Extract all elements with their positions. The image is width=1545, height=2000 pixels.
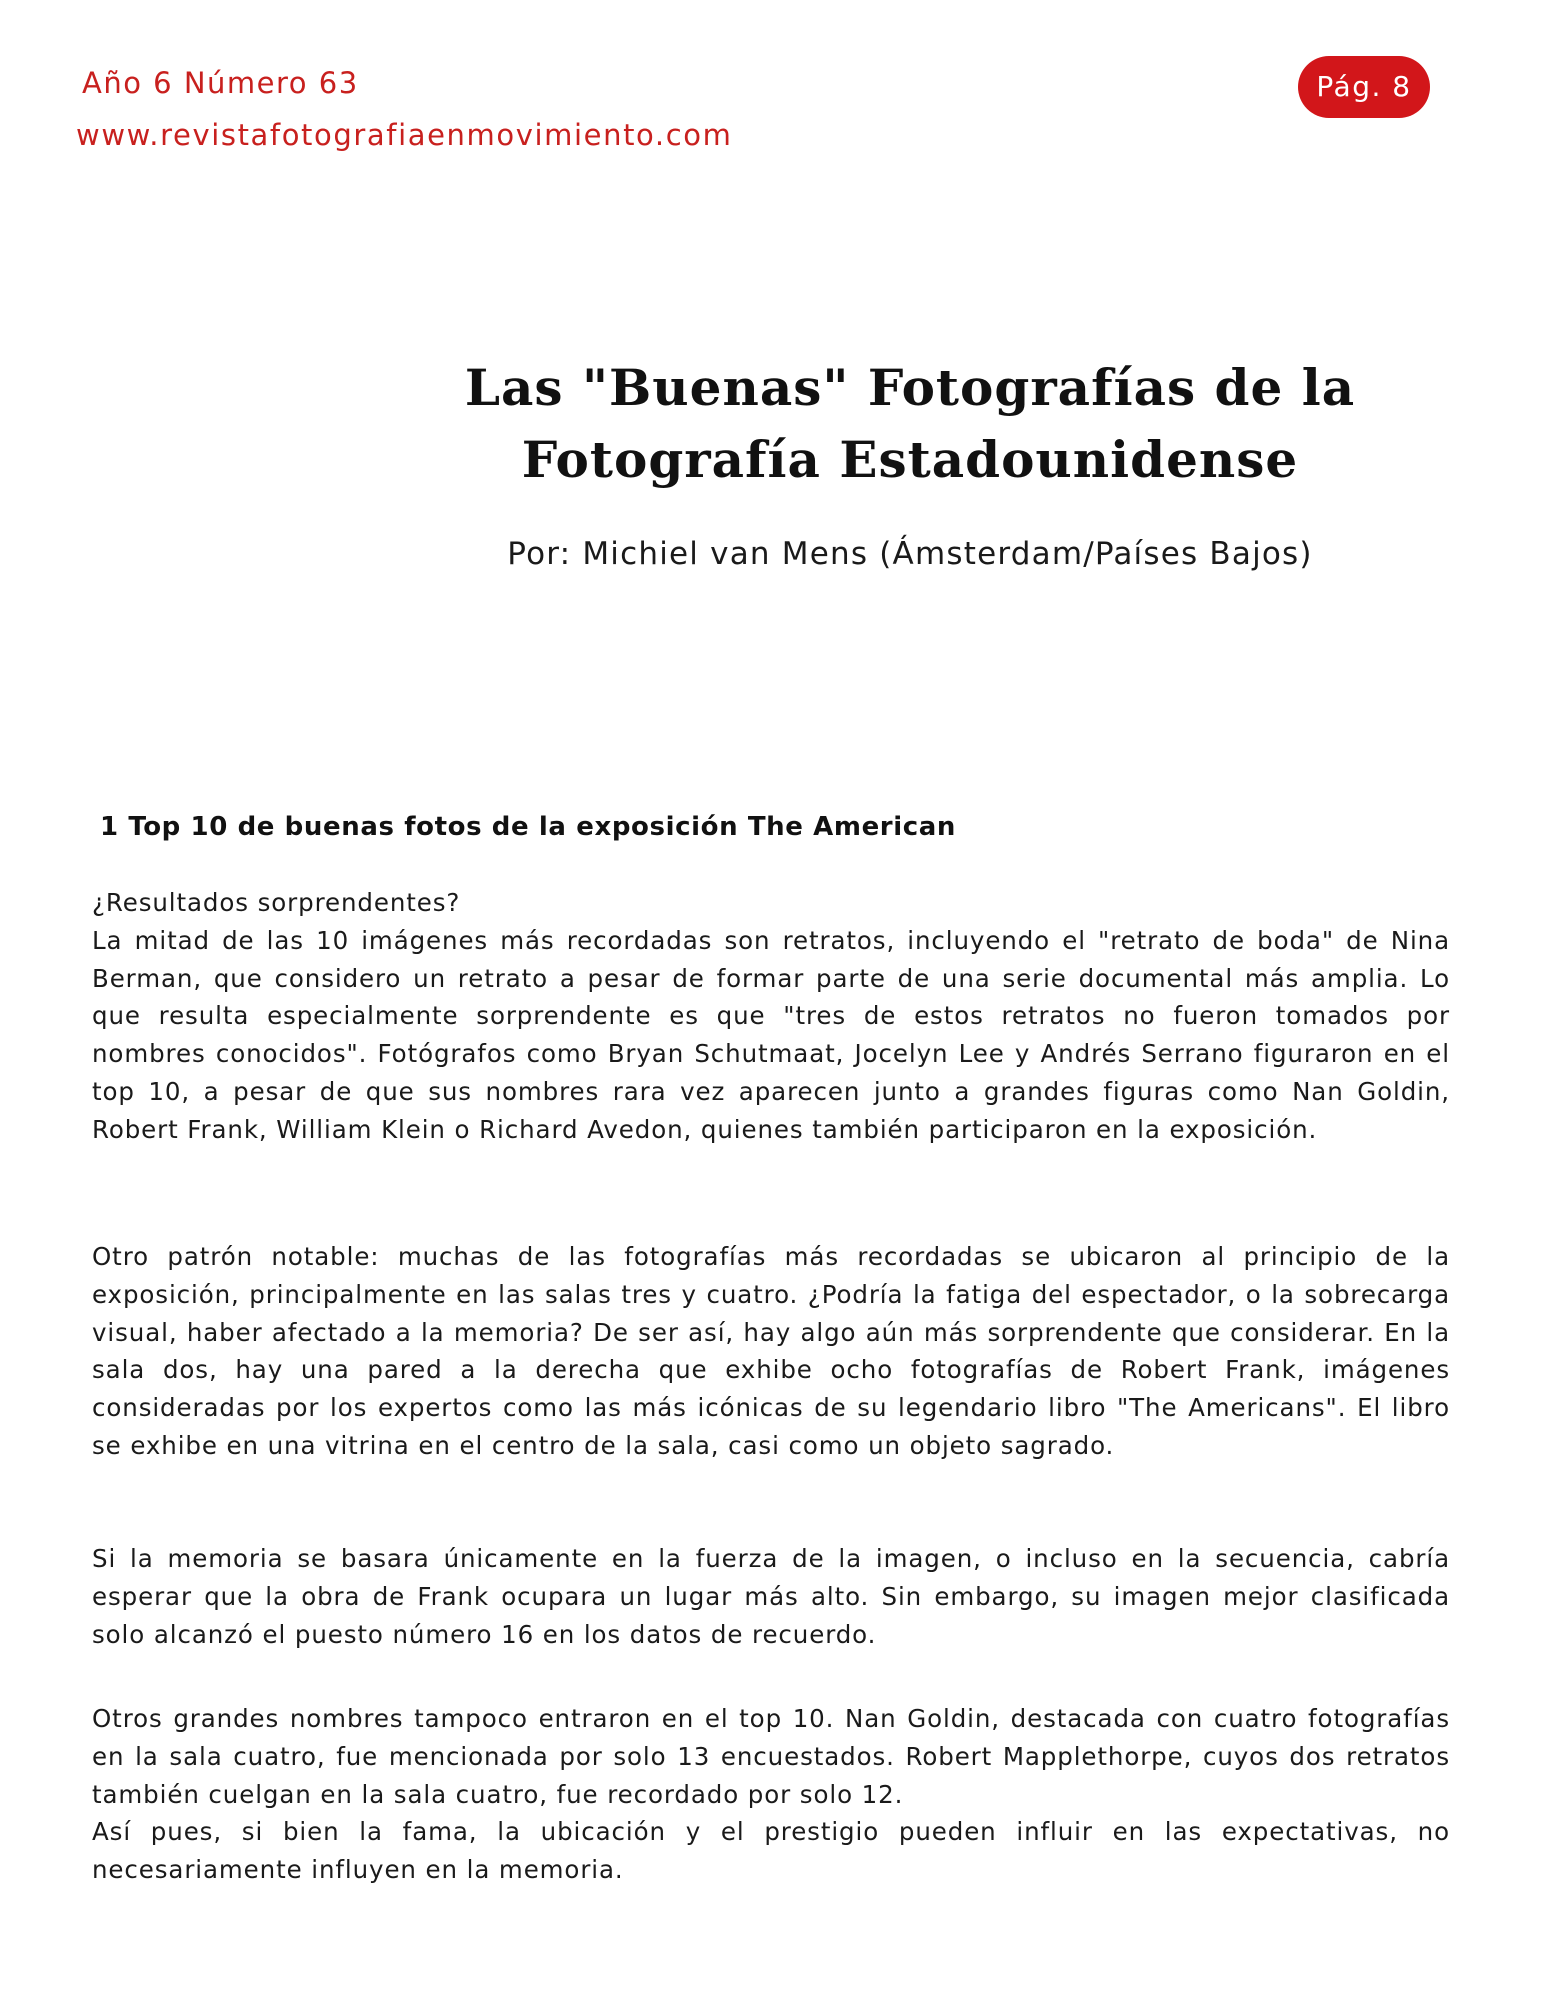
paragraph-1: La mitad de las 10 imágenes más recordadas son retratos, incluyendo el "retrato de boda" de Nina Berman, que considero un retrato a pesar de formar parte de una serie documental más amplia. Lo que resulta especialmente sorprendente es que "tres de estos retratos no fueron tomados por nombres conocidos". Fotógrafos como Bryan Schutmaat, Jocelyn Lee y Andrés Serrano figuraron en el top 10, a pesar de que sus nombres rara vez aparecen junto a grandes figuras como Nan Goldin, Robert Frank, William Klein o Richard Avedon, quienes también participaron en la exposición. (92, 925, 1450, 1144)
body-block-1 (92, 884, 1450, 1149)
website-link[interactable]: www.revistafotografiaenmovimiento.com (76, 118, 733, 152)
page-number-badge: Pág. 8 (1298, 56, 1430, 118)
body-block-3 (92, 1540, 1450, 1653)
article-title (430, 352, 1390, 496)
intro-question: ¿Resultados sorprendentes? (92, 888, 461, 917)
paragraph-5: Así pues, si bien la fama, la ubicación y el prestigio pueden influir en las expectativas, no necesariamente influyen en la memoria. (92, 1817, 1450, 1885)
author-byline: Por: Michiel van Mens (Ámsterdam/Países Bajos) (507, 536, 1313, 572)
article-title-line-2: Fotografía Estadounidense (521, 430, 1299, 489)
article-title-line-1: Las "Buenas" Fotografías de la (464, 358, 1356, 417)
body-block-2 (92, 1238, 1450, 1465)
body-block-4 (92, 1700, 1450, 1889)
paragraph-2: Otro patrón notable: muchas de las fotografías más recordadas se ubicaron al principio de la exposición, principalmente en las salas tres y cuatro. ¿Podría la fatiga del espectador, o la sobrecarga visual, haber afectado a la memoria? De ser así, hay algo aún más sorprendente que considerar. En la sala dos, hay una pared a la derecha que exhibe ocho fotografías de Robert Frank, imágenes consideradas por los expertos como las más icónicas de su legendario libro "The Americans". El libro se exhibe en una vitrina en el centro de la sala, casi como un objeto sagrado. (92, 1242, 1450, 1460)
paragraph-4: Otros grandes nombres tampoco entraron en el top 10. Nan Goldin, destacada con cuatro fotografías en la sala cuatro, fue mencionada por solo 13 encuestados. Robert Mapplethorpe, cuyos dos retratos también cuelgan en la sala cuatro, fue recordado por solo 12. (92, 1704, 1450, 1809)
issue-number: Año 6 Número 63 (82, 66, 359, 100)
section-heading: 1 Top 10 de buenas fotos de la exposición The American (100, 812, 957, 842)
paragraph-3: Si la memoria se basara únicamente en la fuerza de la imagen, o incluso en la secuencia, cabría esperar que la obra de Frank ocupara un lugar más alto. Sin embargo, su imagen mejor clasificada solo alcanzó el puesto número 16 en los datos de recuerdo. (92, 1544, 1450, 1649)
